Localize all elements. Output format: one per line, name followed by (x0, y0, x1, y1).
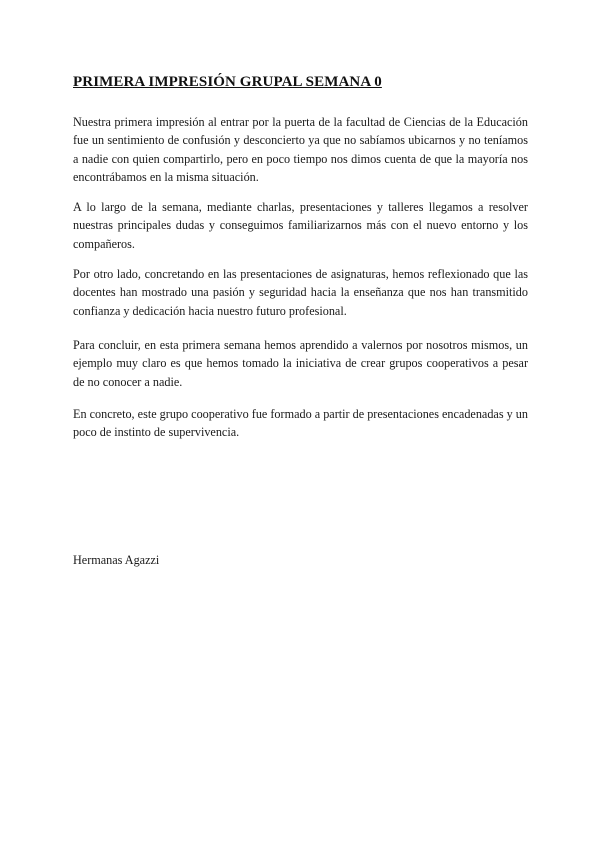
paragraph-conclusion: Para concluir, en esta primera semana hemos aprendido a valernos por nosotros mismos, un ejemplo muy claro es que hemos tomado la iniciativa de crear grupos cooperativos a pesar de no conocer a nadie. (73, 338, 528, 389)
paragraph-subject-presentations: Por otro lado, concretando en las presentaciones de asignaturas, hemos reflexionado que las docentes han mostrado una pasión y seguridad hacia la enseñanza que nos han transmitido confianza y dedicación hacia nuestro futuro profesional. (73, 267, 528, 318)
paragraph-cooperative-group: En concreto, este grupo cooperativo fue formado a partir de presentaciones encadenadas y un poco de instinto de supervivencia. (73, 407, 528, 440)
signature: Hermanas Agazzi (73, 553, 160, 567)
paragraph-week-activities: A lo largo de la semana, mediante charlas, presentaciones y talleres llegamos a resolver nuestras principales dudas y conseguimos familiarizarnos más con el nuevo entorno y los compañeros. (73, 200, 528, 251)
document-title: PRIMERA IMPRESIÓN GRUPAL SEMANA 0 (73, 74, 382, 90)
paragraph-first-impression: Nuestra primera impresión al entrar por la puerta de la facultad de Ciencias de la Educación fue un sentimiento de confusión y desconcierto ya que no sabíamos ubicarnos y no teníamos a nadie con quien compartirlo, pero en poco tiempo nos dimos cuenta de que la mayoría nos encontrábamos en la misma situación. (73, 115, 528, 185)
